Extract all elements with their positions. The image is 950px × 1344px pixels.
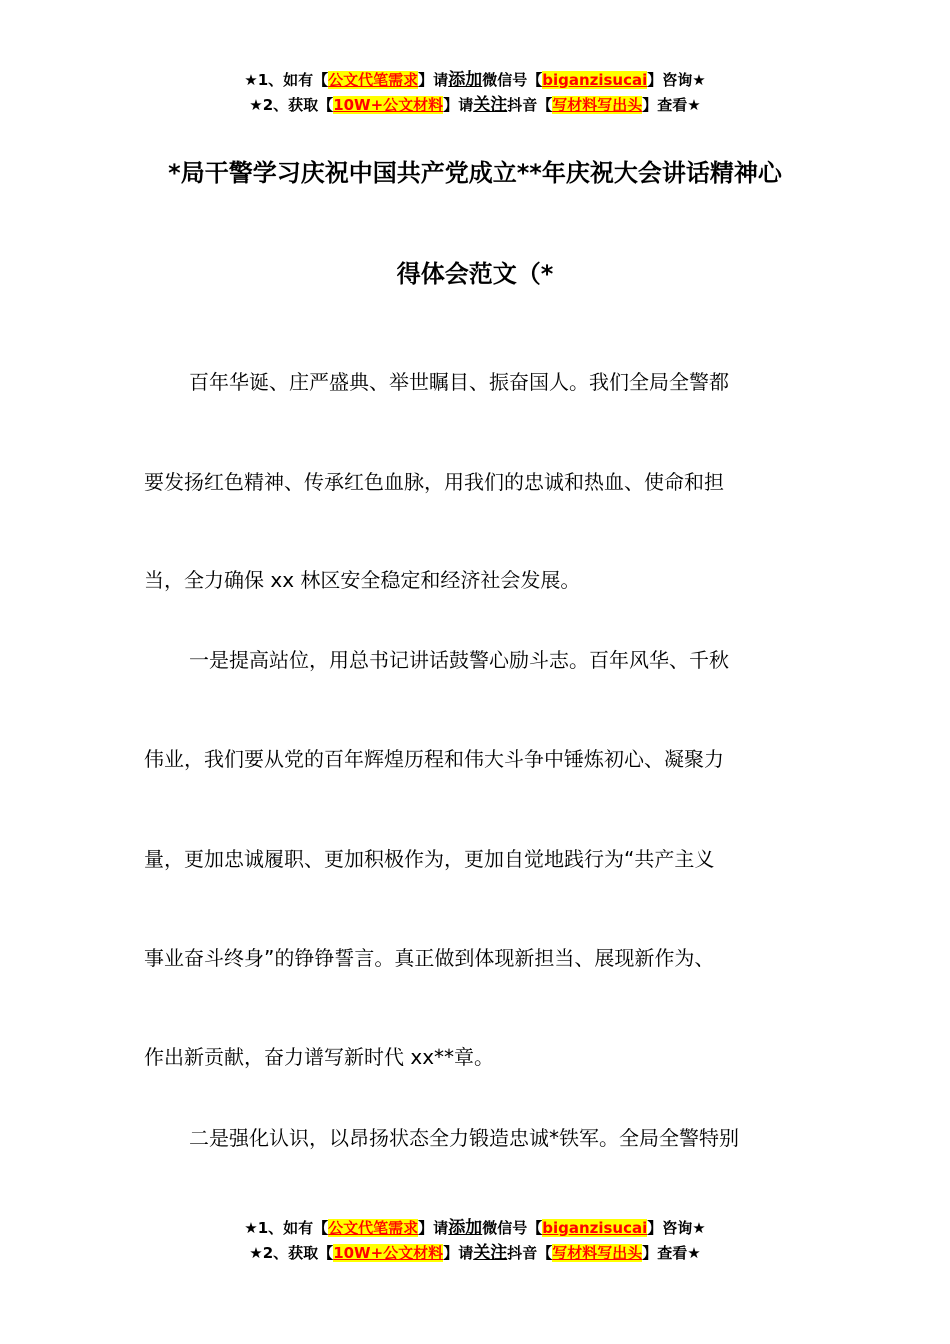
- body-line: 一是提高站位，用总书记讲话鼓警心励斗志。百年风华、千秋: [189, 648, 729, 672]
- header-banner: [0, 68, 950, 118]
- body-line: 事业奋斗终身”的铮铮誓言。真正做到体现新担当、展现新作为、: [144, 946, 715, 970]
- banner-text: 微信号【: [482, 1219, 543, 1237]
- body-line: 百年华诞、庄严盛典、举世瞩目、振奋国人。我们全局全警都: [189, 370, 729, 394]
- banner-line-1: [0, 1216, 950, 1241]
- footer-banner: [0, 1216, 950, 1266]
- highlight-service: 公文代笔需求: [328, 1219, 419, 1237]
- banner-text: ★1、如有【: [244, 1219, 329, 1237]
- body-line: 要发扬红色精神、传承红色血脉，用我们的忠诚和热血、使命和担: [144, 470, 724, 494]
- body-line: 作出新贡献，奋力谱写新时代 xx**章。: [144, 1045, 495, 1069]
- body-line: 伟业，我们要从党的百年辉煌历程和伟大斗争中锤炼初心、凝聚力: [144, 747, 724, 771]
- banner-text: 】查看★: [642, 96, 701, 114]
- highlight-wechat-id: biganzisucai: [542, 71, 648, 89]
- highlight-materials: 10W+公文材料: [333, 96, 444, 114]
- banner-text: 】请: [443, 96, 474, 114]
- banner-text: 】请: [418, 71, 449, 89]
- banner-text: 】查看★: [642, 1244, 701, 1262]
- banner-text: 抖音【: [507, 1244, 553, 1262]
- underlined-word: 添加: [448, 1218, 483, 1238]
- banner-text: 抖音【: [507, 96, 553, 114]
- banner-line-2: [0, 93, 950, 118]
- document-title-line-2: 得体会范文（*: [396, 260, 554, 288]
- banner-text: 】咨询★: [647, 1219, 706, 1237]
- highlight-wechat-id: biganzisucai: [542, 1219, 648, 1237]
- banner-line-1: [0, 68, 950, 93]
- underlined-word: 关注: [473, 95, 508, 115]
- body-line: 二是强化认识，以昂扬状态全力锻造忠诚*铁军。全局全警特别: [189, 1126, 739, 1150]
- underlined-word: 关注: [473, 1243, 508, 1263]
- banner-text: 】咨询★: [647, 71, 706, 89]
- document-title-line-1: *局干警学习庆祝中国共产党成立**年庆祝大会讲话精神心: [168, 159, 782, 187]
- highlight-service: 公文代笔需求: [328, 71, 419, 89]
- banner-text: ★2、获取【: [249, 96, 334, 114]
- banner-text: ★2、获取【: [249, 1244, 334, 1262]
- body-line: 当，全力确保 xx 林区安全稳定和经济社会发展。: [144, 568, 581, 592]
- highlight-materials: 10W+公文材料: [333, 1244, 444, 1262]
- body-line: 量，更加忠诚履职、更加积极作为，更加自觉地践行为“共产主义: [144, 847, 715, 871]
- banner-text: ★1、如有【: [244, 71, 329, 89]
- banner-text: 】请: [443, 1244, 474, 1262]
- banner-line-2: [0, 1241, 950, 1266]
- banner-text: 微信号【: [482, 71, 543, 89]
- underlined-word: 添加: [448, 70, 483, 90]
- highlight-douyin-account: 写材料写出头: [552, 96, 643, 114]
- highlight-douyin-account: 写材料写出头: [552, 1244, 643, 1262]
- banner-text: 】请: [418, 1219, 449, 1237]
